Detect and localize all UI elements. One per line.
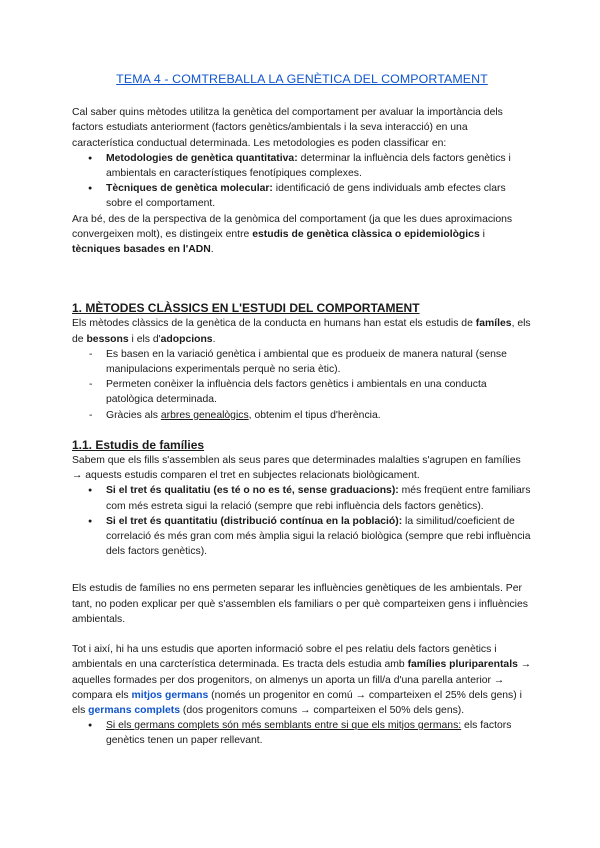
section-heading-1-1: 1.1. Estudis de famílies (72, 437, 205, 452)
section1-list (72, 347, 532, 423)
family-trees-link[interactable]: arbres genealògics (160, 409, 249, 421)
section-heading-1: 1. MÈTODES CLÀSSICS EN L'ESTUDI DEL COMPORTAMENT (72, 301, 420, 316)
section11-paragraph: Sabem que els fills s'assemblen als seus pares que determinades malalties s'agrupen en famílies → aquests estudis comparen el tret en subjectes relacionats biològicament. (72, 455, 521, 482)
list-item: - Es basen en la variació genètica i ambiental que es produeix de manera natural (sense manipulacions experimentals perquè no seria ètic). (72, 347, 532, 377)
list-item: ● Tècniques de genètica molecular: identificació de gens individuals amb efectes clars sobre el comportament. (72, 181, 532, 211)
list-item: ● Metodologies de genètica quantitativa: determinar la influència dels factors genètics i ambientals en característiques fenotípiques complexes. (72, 151, 532, 181)
siblings-list (72, 718, 532, 748)
intro-paragraph: Cal saber quins mètodes utilitza la genètica del comportament per avaluar la importància dels factors estudiats anteriorment (factors genètics/ambientals i la seva interacció) en una característica conductual determinada. Les metodologies es poden classificar en: (72, 107, 503, 149)
document-page (72, 72, 532, 749)
list-item: ● Si els germans complets són més semblants entre si que els mitjos germans: els factors genètics tenen un paper rellevant. (72, 718, 532, 748)
section11-paragraph-2: Els estudis de famílies no ens permeten separar les influències genètiques de les ambientals. Per tant, no poden explicar per què s'assemblen els familiars o per què comparteixen gens i influències ambientals. (72, 583, 528, 625)
list-item: ● Si el tret és qualitatiu (es té o no es té, sense graduacions): més freqüent entre familiars com més estreta sigui la relació (sempre que rebi influència dels factors genètics). (72, 483, 532, 513)
section11-paragraph-3: Tot i així, hi ha uns estudis que aporten informació sobre el pes relatiu dels factors genètics i ambientals en una carcterística determinada. Es tracta dels estudia amb famílies pluriparentals → aquelles formades per dos progenitors, on almenys un aporta un fill/a d'una parella anterior → compara els mitjos germans (només un progenitor en comú → comparteixen el 25% dels gens) i els germans complets (dos progenitors comuns → comparteixen el 50% dels gens). (72, 644, 532, 716)
section1-paragraph: Els mètodes clàssics de la genètica de la conducta en humans han estat els estudis de famíles, els de bessons i els d'adopcions. (72, 318, 531, 345)
document-title: TEMA 4 - COMTREBALLA LA GENÈTICA DEL COMPORTAMENT (116, 72, 488, 86)
trait-list (72, 483, 532, 559)
intro-closing: Ara bé, des de la perspectiva de la genòmica del comportament (ja que les dues aproximacions convergeixen molt), es distingeix entre estudis de genètica clàssica o epidemiològics i tècniques basades en l'ADN. (72, 213, 513, 256)
list-item: ● Si el tret és quantitatiu (distribució contínua en la població): la similitud/coeficient de correlació és més gran com més àmplia sigui la relació biològica (sempre que rebi influència dels factors genètics). (72, 514, 532, 560)
list-item: - Gràcies als arbres genealògics, obtenim el tipus d'herència. (72, 408, 532, 423)
list-item: - Permeten conèixer la influència dels factors genètics i ambientals en una conducta patològica determinada. (72, 377, 532, 407)
methodology-list (72, 151, 532, 212)
